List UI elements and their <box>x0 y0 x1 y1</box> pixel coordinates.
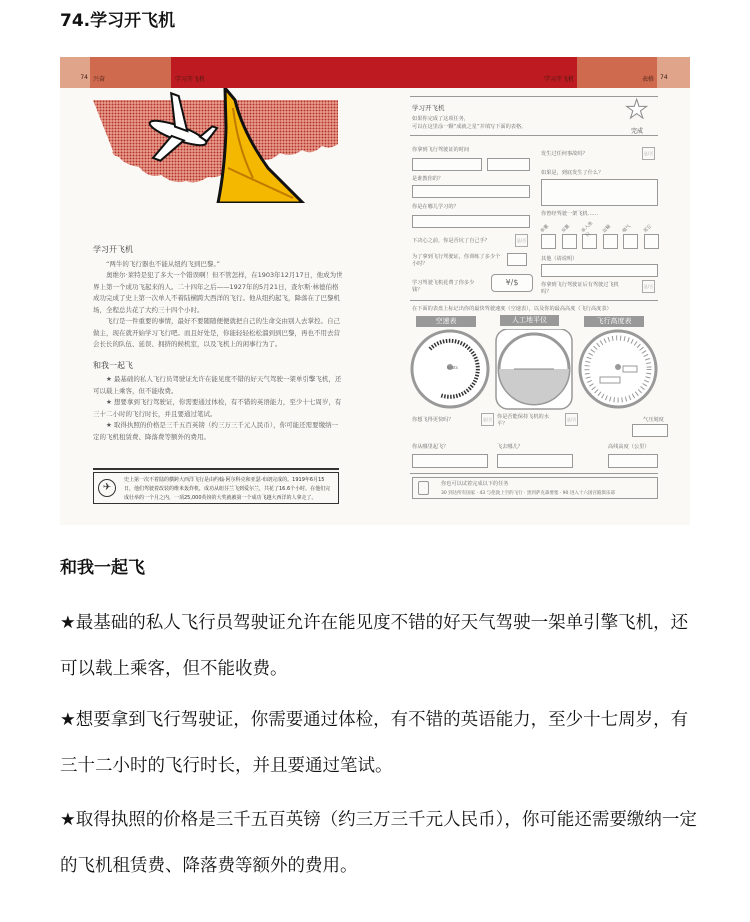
left-quote: “两牛的飞行器也不能从纽约飞到巴黎。” <box>106 259 220 268</box>
header-section-right: 表格 <box>577 57 657 88</box>
pressure-label: 气压刻度 <box>643 417 664 423</box>
teacher-field[interactable] <box>412 185 530 198</box>
fast-yesno-box[interactable]: 是/否 <box>481 413 494 426</box>
plane-option[interactable]: 单翼 <box>541 223 556 249</box>
attitude-indicator[interactable] <box>496 329 572 409</box>
label-after: 你拿到飞行驾驶证后有驾驶过飞机吗？ <box>541 282 619 295</box>
header-title-right: 学习开飞机 <box>530 57 577 88</box>
more-tasks-box <box>412 477 658 499</box>
hours-field[interactable] <box>507 253 527 266</box>
level-yesno-box[interactable]: 是/否 <box>565 413 578 426</box>
plane-option[interactable]: 其它 <box>644 223 659 249</box>
what-field[interactable] <box>541 179 658 206</box>
time-field[interactable] <box>487 158 530 171</box>
article-title: 74.学习开飞机 <box>60 11 176 31</box>
footnote-box <box>93 472 339 504</box>
label-from: 你从哪里起飞？ <box>412 444 449 450</box>
achievement-star-icon[interactable]: ★ <box>625 95 649 125</box>
left-bullet-3: ★ 取得执照的价格是三千五百英镑（约三万三千元人民币），你可能还需要缴纳一定的飞机租赁费、降落费等额外的费用。 <box>93 421 339 441</box>
where-field[interactable] <box>412 215 530 228</box>
paragraph-3: ★取得执照的价格是三千五百英镑（约三万三千元人民币），你可能还需要缴纳一定的飞机租赁费、降落费等额外的费用。 <box>60 810 697 876</box>
intro-line-2: 可以在这里涂一颗“成就之星”并填写下面的表格。 <box>412 124 527 130</box>
cost-field[interactable]: ¥/$ <box>491 274 533 292</box>
label-accident: 发生过任何事故吗？ <box>541 151 588 157</box>
book-spread-image <box>60 57 690 525</box>
left-page-text <box>93 244 343 443</box>
knots-label: knots <box>447 365 458 370</box>
altitude-field[interactable] <box>608 454 658 468</box>
mind-yesno-box[interactable]: 是/否 <box>515 234 528 247</box>
plane-option[interactable]: 运输 <box>603 223 618 249</box>
plane-type-options <box>541 223 659 249</box>
paragraph-2: ★想要拿到飞行驾驶证，你需要通过体检，有不错的英语能力，至少十七周岁，有三十二小时的飞行时长，并且要通过笔试。 <box>60 710 689 776</box>
more-tasks-list: 30 到达所有国家 · 43 与伦敦上空的飞行 · 黑到萨克森要塞 · 90 进入十六国宫殿俱乐部 <box>441 491 615 496</box>
plane-option[interactable]: 单人座位 <box>582 223 597 249</box>
label-other: 其他（请说明） <box>541 256 578 262</box>
label-hours: 为了拿到飞行驾驶证，你训练了多少个小时？ <box>412 254 501 267</box>
label-plane: 你曾经驾驶一架飞机…… <box>541 211 599 217</box>
other-field[interactable] <box>541 264 658 277</box>
label-to: 飞去哪儿？ <box>497 444 523 450</box>
left-paragraph-1: 奥维尔·莱特是犯了多大一个错误啊！但不管怎样，在1903年12月17日，他成为世界上第一个成功飞起来的人。二十四年之后——1927年的5月21日，查尔斯·林德伯格成功完成了史上第一次单人不着陆横跨大西洋的飞行。他从纽约起飞，降落在了巴黎机场，全程总共花了大约三十四个小时。 <box>93 271 343 314</box>
section-heading: 和我一起飞 <box>60 558 145 578</box>
left-paragraph-2: 飞行是一件重要的事情，最好不要随随便便就把自己的生命交由别人去掌控。自己做主，现在就开始学习飞行吧。而且好处是，你能轻轻松松溜到到巴黎，再也不用去营会长长的队伍、延误、拥挤的候机室，以及飞机上的闲事行为了。 <box>93 317 340 348</box>
book-icon <box>418 481 429 495</box>
accident-yesno-box[interactable]: 是/否 <box>642 147 655 160</box>
more-tasks-label: 你也可以试着完成以下的任务 <box>441 481 509 487</box>
header-section-left: 兴奋 <box>90 57 171 88</box>
label-level: 你是否能保持飞机的水平？ <box>497 414 549 427</box>
paragraph-1: ★最基础的私人飞行员驾驶证允许在能见度不错的好天气驾驶一架单引擎飞机，还可以载上乘客，但不能收费。 <box>60 613 689 679</box>
label-what: 如果是，到底发生了什么？ <box>541 170 604 176</box>
header-page-number-right: 74 <box>657 57 690 88</box>
horizon-label: 人工地平仪 <box>500 315 559 326</box>
done-label: 完成 <box>631 128 644 135</box>
label-altitude: 高线高度（公里） <box>608 444 650 450</box>
intro-line-1: 如果你完成了这项任务， <box>412 116 470 122</box>
left-bullet-2: ★ 想要拿到飞行驾驶证，你需要通过体检，有不错的英语能力，至少十七周岁，有三十二小时的飞行时长，并且要通过笔试。 <box>93 398 342 418</box>
altimeter-label: 飞行高度表 <box>584 316 644 327</box>
gauge-instructions: 在下面的表盘上标记出你的最快驾驶速度（空速表），以及你的最高高度（飞行高度表） <box>412 306 612 312</box>
left-heading-2: 和我一起飞 <box>93 360 133 370</box>
left-heading: 学习开飞机 <box>93 245 133 254</box>
label-cost: 学习驾驶飞机花费了你多少钱？ <box>412 280 475 293</box>
gauges <box>410 329 660 411</box>
after-yesno-box[interactable]: 是/否 <box>642 280 655 293</box>
label-where: 你是在哪儿学习的？ <box>412 204 459 210</box>
label-teacher: 是谁教你的？ <box>412 176 444 182</box>
label-mind: 下决心之前，你是否坑了自己手？ <box>412 238 490 244</box>
right-heading: 学习开飞机 <box>412 104 445 112</box>
airspeed-label: 空速表 <box>416 316 476 327</box>
header-title-left: 学习开飞机 <box>171 57 577 88</box>
date-field[interactable] <box>412 158 482 171</box>
label-fast: 你想飞得更快吗？ <box>412 417 454 423</box>
no-plane-icon: ✈ <box>98 479 116 497</box>
to-field[interactable] <box>497 454 573 468</box>
altimeter[interactable] <box>580 331 656 407</box>
header-page-number-left: 74 <box>60 57 90 88</box>
footnote-text: 史上第一次不着陆的横跨大西洋飞行是由约翰·阿尔科克和亚瑟·布朗完成的。1919年6月15日，他们驾驶着改装的维米轰炸机，成功从纽芬兰飞到爱尔兰，共花了16.6个小时。在他们完成壮举的一个月之内，一项25,000英镑的大奖就被第一个成功飞越大西洋的人拿走了。 <box>124 477 331 501</box>
pressure-field[interactable] <box>632 424 668 437</box>
plane-option[interactable]: 双翼 <box>562 223 577 249</box>
left-bullet-1: ★ 最基础的私人飞行员驾驶证允许在能见度不错的好天气驾驶一架单引擎飞机，还可以载上乘客，但不能收费。 <box>93 375 342 395</box>
label-date: 你拿到飞行驾驶证的时间 <box>412 147 470 153</box>
from-field[interactable] <box>412 454 488 468</box>
plane-option[interactable]: 喷气 <box>623 223 638 249</box>
plane-eiffel-illustration <box>93 88 343 203</box>
